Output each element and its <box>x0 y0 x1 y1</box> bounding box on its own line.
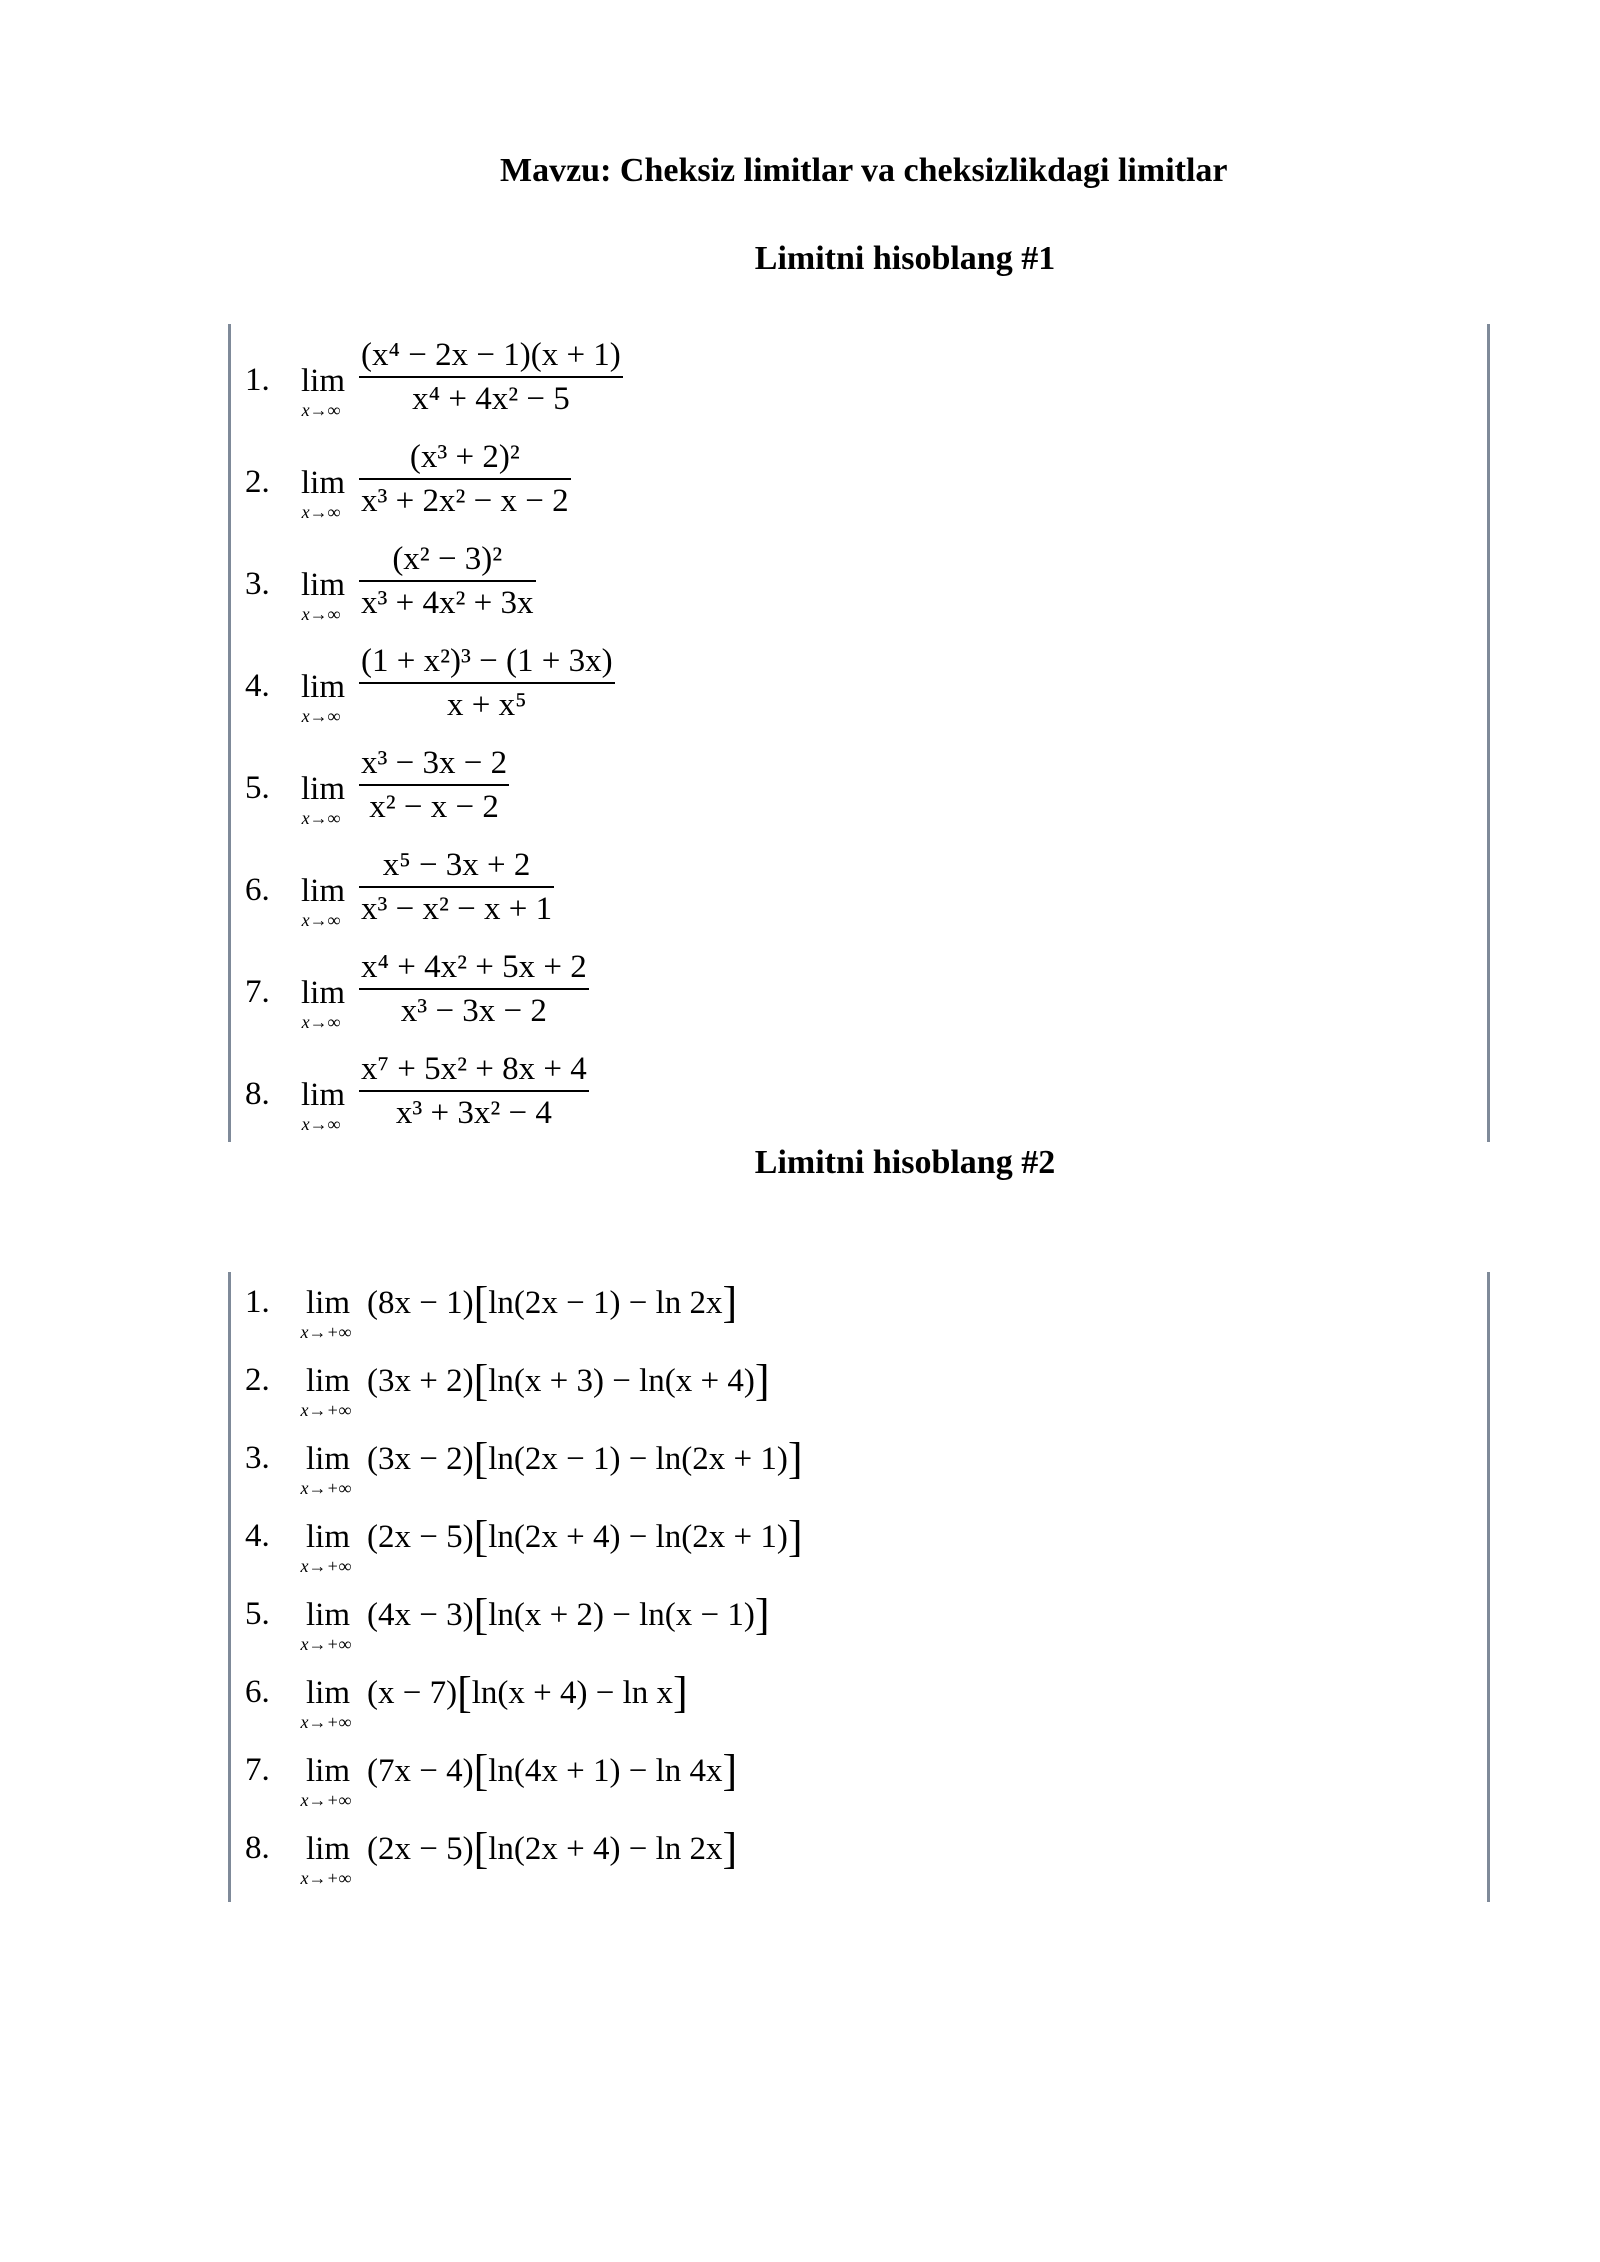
limit-operator: lim x→∞ <box>300 873 345 930</box>
factor: (x − 7) <box>367 1675 458 1711</box>
factor: (3x + 2) <box>367 1363 474 1399</box>
right-bracket: ] <box>787 1512 803 1561</box>
limit-operator: lim x→∞ <box>300 975 345 1032</box>
denominator: x³ + 3x² − 4 <box>395 1095 552 1131</box>
problem-number: 8. <box>245 1076 270 1112</box>
section-1-problems <box>228 324 1490 1142</box>
denominator: x² − x − 2 <box>369 789 499 825</box>
log-difference: ln(x + 3) − ln(x + 4) <box>488 1363 755 1399</box>
limit-operator: lim x→∞ <box>300 669 345 726</box>
problem-number: 5. <box>245 1596 270 1632</box>
fraction <box>359 946 589 1032</box>
section-2-title: Limitni hisoblang #2 <box>754 1144 1056 1181</box>
denominator: x³ + 2x² − x − 2 <box>361 483 569 519</box>
log-difference: ln(x + 4) − ln x <box>471 1675 674 1711</box>
numerator: x³ − 3x − 2 <box>361 745 508 781</box>
right-bracket: ] <box>722 1746 738 1795</box>
factor: (2x − 5) <box>367 1831 474 1867</box>
limit-operator: lim x→+∞ <box>300 1441 352 1498</box>
numerator: x⁴ + 4x² + 5x + 2 <box>361 949 587 985</box>
denominator: x⁴ + 4x² − 5 <box>412 381 570 417</box>
problem-number: 2. <box>245 1362 270 1398</box>
numerator: x⁵ − 3x + 2 <box>382 847 531 883</box>
page-title: Mavzu: Cheksiz limitlar va cheksizlikdagi limitlar <box>500 152 1228 189</box>
fraction <box>359 640 615 726</box>
fraction <box>359 334 623 420</box>
limit-operator: lim x→+∞ <box>300 1753 352 1810</box>
left-bracket: [ <box>473 1824 489 1873</box>
right-bracket: ] <box>722 1824 738 1873</box>
log-difference: ln(2x − 1) − ln(2x + 1) <box>488 1441 788 1477</box>
log-difference: ln(2x − 1) − ln 2x <box>488 1285 723 1321</box>
left-bracket: [ <box>473 1590 489 1639</box>
factor: (4x − 3) <box>367 1597 474 1633</box>
right-bracket: ] <box>673 1668 688 1717</box>
numerator: x⁷ + 5x² + 8x + 4 <box>361 1051 587 1087</box>
left-bracket: [ <box>473 1278 489 1327</box>
numerator: (x² − 3)² <box>392 541 503 577</box>
right-bracket: ] <box>754 1590 770 1639</box>
limit-operator: lim x→+∞ <box>300 1597 352 1654</box>
factor: (2x − 5) <box>367 1519 474 1555</box>
expression <box>367 1590 770 1639</box>
limit-operator: lim x→∞ <box>300 363 345 420</box>
fraction <box>359 538 536 624</box>
limit-operator: lim x→+∞ <box>300 1285 352 1342</box>
problem-number: 5. <box>245 770 270 806</box>
denominator: x + x⁵ <box>446 687 527 723</box>
section-2-problems <box>228 1272 1490 1902</box>
denominator: x³ + 4x² + 3x <box>361 585 534 621</box>
right-bracket: ] <box>787 1434 803 1483</box>
problem-number: 6. <box>245 1674 270 1710</box>
left-bracket: [ <box>473 1512 489 1561</box>
log-difference: ln(4x + 1) − ln 4x <box>488 1753 723 1789</box>
limit-operator: lim x→∞ <box>300 771 345 828</box>
limit-operator: lim x→+∞ <box>300 1675 352 1732</box>
problem-number: 7. <box>245 974 270 1010</box>
expression <box>367 1668 688 1717</box>
left-bracket: [ <box>473 1356 489 1405</box>
left-bracket: [ <box>473 1434 489 1483</box>
problem-number: 4. <box>245 1518 270 1554</box>
log-difference: ln(2x + 4) − ln 2x <box>488 1831 723 1867</box>
fraction <box>359 742 509 828</box>
problem-number: 2. <box>245 464 270 500</box>
factor: (8x − 1) <box>367 1285 474 1321</box>
left-bracket: [ <box>473 1746 489 1795</box>
expression <box>367 1512 803 1561</box>
left-bracket: [ <box>457 1668 472 1717</box>
problem-number: 3. <box>245 566 270 602</box>
log-difference: ln(x + 2) − ln(x − 1) <box>488 1597 755 1633</box>
numerator: (x⁴ − 2x − 1)(x + 1) <box>361 337 621 373</box>
limit-operator: lim x→∞ <box>300 1077 345 1134</box>
expression <box>367 1434 803 1483</box>
right-bracket: ] <box>722 1278 738 1327</box>
limit-operator: lim x→+∞ <box>300 1519 352 1576</box>
log-difference: ln(2x + 4) − ln(2x + 1) <box>488 1519 788 1555</box>
numerator: (1 + x²)³ − (1 + 3x) <box>361 643 613 679</box>
problem-number: 8. <box>245 1830 270 1866</box>
problem-number: 7. <box>245 1752 270 1788</box>
denominator: x³ − x² − x + 1 <box>361 891 553 927</box>
expression <box>367 1278 738 1327</box>
limit-operator: lim x→∞ <box>300 567 345 624</box>
denominator: x³ − 3x − 2 <box>400 993 547 1029</box>
problem-number: 1. <box>245 362 270 398</box>
expression <box>367 1824 738 1873</box>
problem-number: 1. <box>245 1284 270 1320</box>
problem-number: 4. <box>245 668 270 704</box>
limit-operator: lim x→∞ <box>300 465 345 522</box>
problem-number: 3. <box>245 1440 270 1476</box>
fraction <box>359 1048 589 1134</box>
expression <box>367 1356 770 1405</box>
expression <box>367 1746 738 1795</box>
fraction <box>359 844 554 930</box>
limit-operator: lim x→+∞ <box>300 1363 352 1420</box>
factor: (7x − 4) <box>367 1753 474 1789</box>
right-bracket: ] <box>754 1356 770 1405</box>
problem-number: 6. <box>245 872 270 908</box>
factor: (3x − 2) <box>367 1441 474 1477</box>
limit-operator: lim x→+∞ <box>300 1831 352 1888</box>
fraction <box>359 436 571 522</box>
numerator: (x³ + 2)² <box>409 439 520 475</box>
section-1-title: Limitni hisoblang #1 <box>754 240 1056 277</box>
